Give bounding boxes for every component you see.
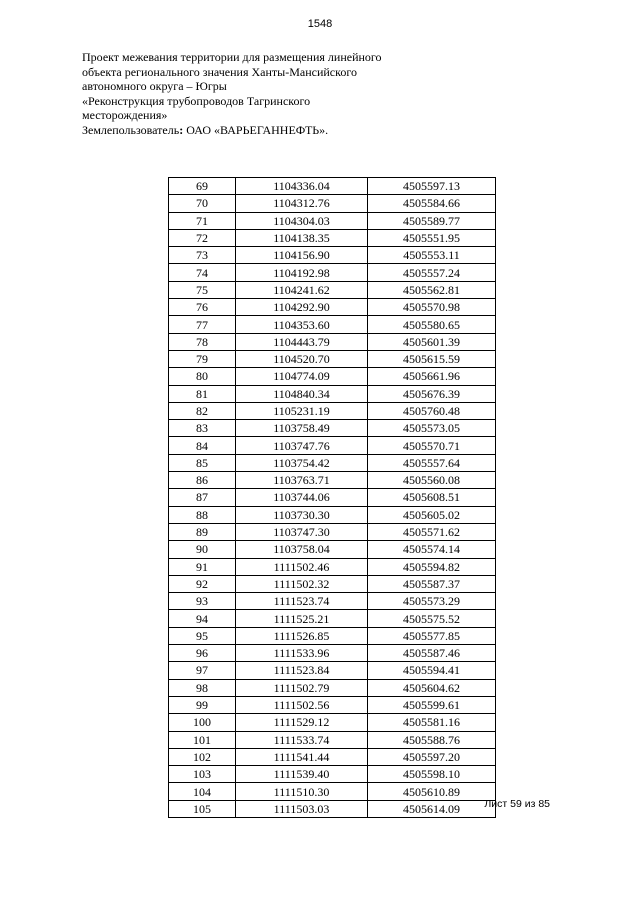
y-coordinate-cell: 4505584.66 — [368, 195, 496, 212]
y-coordinate-cell: 4505605.02 — [368, 506, 496, 523]
point-number-cell: 96 — [169, 645, 236, 662]
table-row — [169, 212, 496, 229]
point-number-cell: 103 — [169, 766, 236, 783]
y-coordinate-cell: 4505580.65 — [368, 316, 496, 333]
y-coordinate-cell: 4505604.62 — [368, 679, 496, 696]
x-coordinate-cell: 1103754.42 — [236, 454, 368, 471]
y-coordinate-cell: 4505588.76 — [368, 731, 496, 748]
y-coordinate-cell: 4505597.20 — [368, 748, 496, 765]
point-number-cell: 90 — [169, 541, 236, 558]
point-number-cell: 94 — [169, 610, 236, 627]
table-row — [169, 333, 496, 350]
y-coordinate-cell: 4505577.85 — [368, 627, 496, 644]
x-coordinate-cell: 1103744.06 — [236, 489, 368, 506]
y-coordinate-cell: 4505760.48 — [368, 402, 496, 419]
landuser-line — [82, 123, 412, 138]
table-row — [169, 454, 496, 471]
table-row — [169, 264, 496, 281]
x-coordinate-cell: 1111510.30 — [236, 783, 368, 800]
point-number-cell: 86 — [169, 472, 236, 489]
header-line: месторождения» — [82, 108, 168, 122]
y-coordinate-cell: 4505571.62 — [368, 523, 496, 540]
table-row — [169, 281, 496, 298]
point-number-cell: 101 — [169, 731, 236, 748]
table-row — [169, 558, 496, 575]
point-number-cell: 73 — [169, 247, 236, 264]
y-coordinate-cell: 4505557.24 — [368, 264, 496, 281]
x-coordinate-cell: 1103763.71 — [236, 472, 368, 489]
header-line: объекта регионального значения Ханты-Мансийского — [82, 64, 357, 79]
table-row — [169, 541, 496, 558]
table-row — [169, 299, 496, 316]
landuser-value: ОАО «ВАРЬЕГАННЕФТЬ». — [183, 122, 329, 137]
table-row — [169, 523, 496, 540]
y-coordinate-cell: 4505614.09 — [368, 800, 496, 817]
point-number-cell: 104 — [169, 783, 236, 800]
table-row — [169, 437, 496, 454]
x-coordinate-cell: 1104304.03 — [236, 212, 368, 229]
x-coordinate-cell: 1111539.40 — [236, 766, 368, 783]
header-line: автономного округа – Югры — [82, 79, 227, 93]
y-coordinate-cell: 4505615.59 — [368, 350, 496, 367]
x-coordinate-cell: 1111526.85 — [236, 627, 368, 644]
table-row — [169, 385, 496, 402]
point-number-cell: 87 — [169, 489, 236, 506]
x-coordinate-cell: 1104241.62 — [236, 281, 368, 298]
table-row — [169, 350, 496, 367]
x-coordinate-cell: 1104840.34 — [236, 385, 368, 402]
y-coordinate-cell: 4505610.89 — [368, 783, 496, 800]
y-coordinate-cell: 4505557.64 — [368, 454, 496, 471]
table-row — [169, 731, 496, 748]
table-row — [169, 489, 496, 506]
table-row — [169, 748, 496, 765]
y-coordinate-cell: 4505570.71 — [368, 437, 496, 454]
point-number-cell: 82 — [169, 402, 236, 419]
point-number-cell: 100 — [169, 714, 236, 731]
x-coordinate-cell: 1104336.04 — [236, 178, 368, 195]
table-row — [169, 593, 496, 610]
y-coordinate-cell: 4505560.08 — [368, 472, 496, 489]
table-row — [169, 696, 496, 713]
x-coordinate-cell: 1111502.56 — [236, 696, 368, 713]
table-row — [169, 714, 496, 731]
point-number-cell: 78 — [169, 333, 236, 350]
x-coordinate-cell: 1104138.35 — [236, 229, 368, 246]
x-coordinate-cell: 1103758.49 — [236, 420, 368, 437]
table-row — [169, 316, 496, 333]
y-coordinate-cell: 4505608.51 — [368, 489, 496, 506]
point-number-cell: 85 — [169, 454, 236, 471]
point-number-cell: 89 — [169, 523, 236, 540]
y-coordinate-cell: 4505581.16 — [368, 714, 496, 731]
point-number-cell: 92 — [169, 575, 236, 592]
table-row — [169, 679, 496, 696]
table-row — [169, 247, 496, 264]
point-number-cell: 75 — [169, 281, 236, 298]
point-number-cell: 80 — [169, 368, 236, 385]
x-coordinate-cell: 1104292.90 — [236, 299, 368, 316]
table-row — [169, 645, 496, 662]
table-row — [169, 575, 496, 592]
y-coordinate-cell: 4505661.96 — [368, 368, 496, 385]
y-coordinate-cell: 4505562.81 — [368, 281, 496, 298]
table-row — [169, 472, 496, 489]
x-coordinate-cell: 1111525.21 — [236, 610, 368, 627]
table-row — [169, 195, 496, 212]
x-coordinate-cell: 1104192.98 — [236, 264, 368, 281]
point-number-cell: 91 — [169, 558, 236, 575]
point-number-cell: 81 — [169, 385, 236, 402]
point-number-cell: 93 — [169, 593, 236, 610]
point-number-cell: 71 — [169, 212, 236, 229]
document-header — [82, 50, 412, 137]
y-coordinate-cell: 4505575.52 — [368, 610, 496, 627]
x-coordinate-cell: 1111502.46 — [236, 558, 368, 575]
x-coordinate-cell: 1104443.79 — [236, 333, 368, 350]
x-coordinate-cell: 1103747.76 — [236, 437, 368, 454]
table-row — [169, 229, 496, 246]
x-coordinate-cell: 1103730.30 — [236, 506, 368, 523]
x-coordinate-cell: 1111541.44 — [236, 748, 368, 765]
table-row — [169, 178, 496, 195]
table-row — [169, 368, 496, 385]
y-coordinate-cell: 4505589.77 — [368, 212, 496, 229]
x-coordinate-cell: 1104156.90 — [236, 247, 368, 264]
point-number-cell: 95 — [169, 627, 236, 644]
table-row — [169, 662, 496, 679]
x-coordinate-cell: 1111533.96 — [236, 645, 368, 662]
x-coordinate-cell: 1104774.09 — [236, 368, 368, 385]
x-coordinate-cell: 1104353.60 — [236, 316, 368, 333]
table-row — [169, 402, 496, 419]
y-coordinate-cell: 4505594.82 — [368, 558, 496, 575]
point-number-cell: 88 — [169, 506, 236, 523]
point-number-cell: 98 — [169, 679, 236, 696]
point-number-cell: 102 — [169, 748, 236, 765]
landuser-label: Землепользователь — [82, 122, 180, 137]
point-number-cell: 105 — [169, 800, 236, 817]
point-number-cell: 76 — [169, 299, 236, 316]
y-coordinate-cell: 4505598.10 — [368, 766, 496, 783]
point-number-cell: 72 — [169, 229, 236, 246]
x-coordinate-cell: 1104520.70 — [236, 350, 368, 367]
coordinates-table-body — [169, 178, 496, 818]
header-line: «Реконструкция трубопроводов Тагринского — [82, 93, 311, 108]
point-number-cell: 79 — [169, 350, 236, 367]
y-coordinate-cell: 4505587.37 — [368, 575, 496, 592]
y-coordinate-cell: 4505601.39 — [368, 333, 496, 350]
x-coordinate-cell: 1111502.32 — [236, 575, 368, 592]
y-coordinate-cell: 4505676.39 — [368, 385, 496, 402]
table-row — [169, 506, 496, 523]
coordinates-table — [168, 177, 496, 818]
point-number-cell: 83 — [169, 420, 236, 437]
x-coordinate-cell: 1105231.19 — [236, 402, 368, 419]
y-coordinate-cell: 4505570.98 — [368, 299, 496, 316]
point-number-cell: 97 — [169, 662, 236, 679]
x-coordinate-cell: 1111523.74 — [236, 593, 368, 610]
point-number-cell: 99 — [169, 696, 236, 713]
y-coordinate-cell: 4505594.41 — [368, 662, 496, 679]
table-row — [169, 610, 496, 627]
x-coordinate-cell: 1111503.03 — [236, 800, 368, 817]
sheet-number: Лист 59 из 85 — [484, 798, 550, 810]
x-coordinate-cell: 1103758.04 — [236, 541, 368, 558]
point-number-cell: 69 — [169, 178, 236, 195]
x-coordinate-cell: 1111523.84 — [236, 662, 368, 679]
page-number: 1548 — [307, 18, 333, 30]
point-number-cell: 77 — [169, 316, 236, 333]
x-coordinate-cell: 1111502.79 — [236, 679, 368, 696]
point-number-cell: 74 — [169, 264, 236, 281]
header-line: Проект межевания территории для размещения линейного — [82, 50, 382, 64]
table-row — [169, 627, 496, 644]
y-coordinate-cell: 4505551.95 — [368, 229, 496, 246]
y-coordinate-cell: 4505574.14 — [368, 541, 496, 558]
landuser-colon: : — [179, 122, 184, 137]
y-coordinate-cell: 4505597.13 — [368, 178, 496, 195]
x-coordinate-cell: 1111533.74 — [236, 731, 368, 748]
table-row — [169, 420, 496, 437]
point-number-cell: 84 — [169, 437, 236, 454]
y-coordinate-cell: 4505553.11 — [368, 247, 496, 264]
point-number-cell: 70 — [169, 195, 236, 212]
y-coordinate-cell: 4505573.05 — [368, 420, 496, 437]
x-coordinate-cell: 1104312.76 — [236, 195, 368, 212]
y-coordinate-cell: 4505599.61 — [368, 696, 496, 713]
x-coordinate-cell: 1111529.12 — [236, 714, 368, 731]
y-coordinate-cell: 4505587.46 — [368, 645, 496, 662]
x-coordinate-cell: 1103747.30 — [236, 523, 368, 540]
y-coordinate-cell: 4505573.29 — [368, 593, 496, 610]
table-row — [169, 766, 496, 783]
